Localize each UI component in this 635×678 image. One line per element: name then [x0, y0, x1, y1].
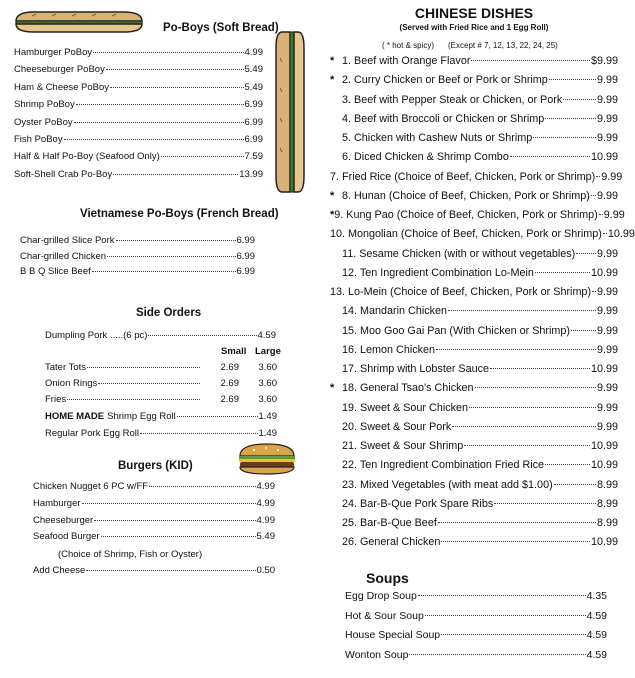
chinese-dish-price: 9.99 — [596, 74, 618, 87]
chinese-dish-row — [330, 151, 618, 170]
poboy-item-price: 5.49 — [244, 64, 263, 76]
chinese-dish-price: 9.99 — [596, 343, 618, 356]
chinese-dish-price: 8.99 — [596, 478, 618, 491]
chinese-dish-name: 10. Mongolian (Choice of Beef, Chicken, Pork or Shrimp) — [330, 228, 602, 241]
vietnamese-item-row — [20, 251, 255, 262]
chinese-dish-price: 10.99 — [590, 459, 618, 472]
poboy-item-price: 6.99 — [244, 99, 263, 111]
chinese-dish-row — [330, 344, 618, 363]
poboy-item-price: 4.99 — [244, 47, 263, 58]
chinese-dish-name: 26. General Chicken — [342, 536, 441, 549]
vietnamese-item-name: B B Q Slice Beef — [20, 266, 91, 277]
chinese-dish-price: 9.99 — [596, 132, 618, 144]
homemade-price: 1.49 — [258, 411, 277, 422]
chinese-subtitle: (Served with Fried Rice and 1 Egg Roll) — [399, 23, 549, 32]
dumpling-price: 4.59 — [257, 330, 276, 341]
poboy-item-name: Cheeseburger PoBoy — [14, 64, 105, 76]
regular-price: 1.49 — [258, 428, 277, 439]
chinese-dish-row — [330, 267, 618, 286]
poboy-item-price: 6.99 — [244, 134, 263, 145]
hot-spicy-marker: * — [330, 55, 335, 67]
poboy-item-row — [14, 151, 263, 162]
chinese-dish-row — [330, 402, 618, 421]
vietnamese-item-name: Char-grilled Slice Pork — [20, 235, 115, 246]
chinese-dish-row — [330, 536, 618, 555]
chinese-dish-name: 12. Ten Ingredient Combination Lo-Mein — [342, 266, 534, 279]
add-cheese-name: Add Cheese — [33, 565, 86, 576]
chinese-dish-row — [330, 228, 635, 247]
burger-item-name: Hamburger — [33, 497, 81, 509]
chinese-dish-row — [330, 305, 618, 324]
burger-image — [236, 442, 298, 476]
chinese-dish-name: 20. Sweet & Sour Pork — [342, 420, 452, 433]
soup-item-name: House Special Soup — [345, 629, 441, 641]
chinese-dish-price: 9.99 — [603, 209, 625, 221]
side-item-large-price: 3.60 — [258, 362, 277, 373]
chinese-dish-price: 9.99 — [596, 382, 618, 395]
chinese-dish-price: 9.99 — [596, 420, 618, 433]
chinese-dish-price: 9.99 — [596, 93, 618, 106]
chinese-dish-price: 9.99 — [596, 305, 618, 318]
soup-item-price: 4.59 — [586, 609, 607, 622]
hot-spicy-marker: * — [330, 189, 335, 202]
large-header: Large — [255, 346, 281, 357]
poboy-item-name: Hamburger PoBoy — [14, 47, 93, 58]
burger-item-row — [33, 481, 275, 492]
chinese-dish-name: 17. Shrimp with Lobster Sauce — [342, 363, 490, 375]
add-cheese-price: 0.50 — [256, 565, 275, 576]
chinese-dish-price: 10.99 — [590, 266, 618, 279]
burger-item-row — [33, 531, 275, 542]
homemade-row — [45, 411, 277, 422]
vietnamese-title: Vietnamese Po-Boys (French Bread) — [80, 208, 279, 220]
side-item-large-price: 3.60 — [258, 378, 277, 389]
chinese-dish-row — [330, 113, 618, 132]
chinese-dish-name: 6. Diced Chicken & Shrimp Combo — [342, 151, 509, 164]
chinese-title: CHINESE DISHES — [414, 5, 534, 21]
soups-title: Soups — [366, 570, 409, 586]
chinese-dish-row — [330, 421, 618, 440]
poboy-item-name: Fish PoBoy — [14, 134, 63, 145]
burger-item-price: 4.99 — [256, 497, 275, 509]
chinese-except-note: (Except # 7, 12, 13, 22, 24, 25) — [448, 41, 558, 50]
chinese-dish-name: 8. Hunan (Choice of Beef, Chicken, Pork or Shrimp) — [342, 189, 590, 202]
vietnamese-item-price: 6.99 — [236, 266, 255, 277]
side-item-small-price: 2.69 — [220, 362, 239, 373]
vietnamese-item-name: Char-grilled Chicken — [20, 250, 107, 262]
chinese-dish-row — [330, 170, 623, 190]
chinese-dish-row — [330, 440, 618, 459]
chinese-hot-note: ( * hot & spicy) — [382, 41, 435, 50]
chinese-dish-price: 10.99 — [590, 440, 618, 452]
vietnamese-item-row — [20, 266, 255, 277]
soup-item-name: Hot & Sour Soup — [345, 609, 424, 622]
chinese-dish-price: 8.99 — [596, 517, 618, 529]
side-item-row — [45, 362, 277, 373]
dumpling-row — [45, 330, 276, 341]
homemade-label: HOME MADE — [45, 411, 105, 422]
burger-item-name: Cheeseburger — [33, 514, 94, 526]
chinese-dish-name: 5. Chicken with Cashew Nuts or Shrimp — [342, 132, 533, 144]
poboys-title: Po-Boys (Soft Bread) — [163, 22, 279, 34]
chinese-dish-row — [330, 132, 618, 151]
side-item-name: Tater Tots — [45, 362, 87, 373]
chinese-dish-row — [330, 459, 618, 478]
chinese-dish-price: 10.99 — [590, 151, 618, 164]
poboy-sandwich-image-vertical — [272, 28, 308, 196]
burger-item-row — [33, 515, 275, 526]
poboy-item-row — [14, 47, 263, 58]
chinese-dish-name: 16. Lemon Chicken — [342, 343, 436, 356]
chinese-dish-price: 9.99 — [601, 170, 623, 183]
vietnamese-item-price: 6.99 — [236, 235, 255, 246]
chinese-dish-name: 14. Mandarin Chicken — [342, 305, 448, 318]
chinese-dish-row — [330, 479, 618, 498]
chinese-dish-price: 9.99 — [596, 189, 618, 202]
sides-title: Side Orders — [136, 307, 202, 319]
chinese-dish-row — [330, 55, 618, 74]
poboy-item-name: Oyster PoBoy — [14, 116, 73, 128]
chinese-dish-name: 23. Mixed Vegetables (with meat add $1.00) — [342, 478, 553, 491]
hot-spicy-marker: * — [330, 382, 335, 395]
side-item-row — [45, 394, 277, 405]
chinese-dish-row — [330, 517, 618, 536]
chinese-dish-name: 21. Sweet & Sour Shrimp — [342, 440, 464, 452]
chinese-dish-price: 10.99 — [590, 536, 618, 549]
poboy-item-row — [14, 82, 263, 93]
regular-name: Regular Pork Egg Roll — [45, 428, 139, 439]
burger-item-row — [33, 498, 275, 509]
poboy-item-price: 13.99 — [239, 168, 263, 180]
soup-item-row — [345, 590, 607, 602]
chinese-dish-name: 1. Beef with Orange Flavor — [342, 55, 471, 67]
chinese-dish-price: 10.99 — [590, 363, 618, 375]
regular-row — [45, 428, 277, 439]
poboy-item-row — [14, 117, 263, 128]
poboy-item-name: Half & Half Po-Boy (Seafood Only) — [14, 151, 160, 163]
chinese-dish-name: 7. Fried Rice (Choice of Beef, Chicken, Pork or Shrimp) — [330, 170, 596, 183]
burger-item-price: 4.99 — [256, 481, 275, 492]
burger-item-price: 4.99 — [256, 514, 275, 526]
chinese-dish-price: $9.99 — [590, 55, 618, 67]
homemade-name: Shrimp Egg Roll — [107, 411, 176, 422]
burger-item-name: Chicken Nugget 6 PC w/FF — [33, 481, 149, 492]
chinese-dish-price: 9.99 — [596, 324, 618, 337]
chinese-dish-row — [330, 498, 618, 517]
burger-item-price: 5.49 — [256, 531, 275, 543]
chinese-dish-price: 8.99 — [596, 497, 618, 510]
chinese-dish-price: 9.99 — [597, 286, 619, 298]
burgers-title: Burgers (KID) — [118, 460, 193, 472]
chinese-dish-price: 9.99 — [596, 401, 618, 414]
soup-item-name: Wonton Soup — [345, 648, 409, 661]
vietnamese-item-price: 6.99 — [236, 250, 255, 262]
chinese-dish-name: 2. Curry Chicken or Beef or Pork or Shrimp — [342, 74, 548, 87]
chinese-dish-price: 9.99 — [596, 247, 618, 260]
side-item-small-price: 2.69 — [220, 378, 239, 389]
dumpling-name: Dumpling Pork .....(6 pc) — [45, 330, 148, 341]
chinese-dish-name: 13. Lo-Mein (Choice of Beef, Chicken, Pork or Shrimp) — [330, 286, 592, 298]
poboy-item-price: 6.99 — [244, 116, 263, 128]
soup-item-price: 4.35 — [586, 590, 607, 602]
poboy-sandwich-image-top — [12, 8, 146, 36]
side-item-name: Onion Rings — [45, 378, 98, 389]
soup-item-price: 4.59 — [586, 629, 607, 641]
soup-item-price: 4.59 — [586, 648, 607, 661]
chinese-dish-price: 9.99 — [596, 112, 618, 125]
chinese-dish-row — [330, 94, 618, 113]
chinese-dish-name: 11. Sesame Chicken (with or without vegetables) — [342, 247, 576, 260]
burger-choice-note: (Choice of Shrimp, Fish or Oyster) — [58, 549, 203, 560]
chinese-dish-name: 19. Sweet & Sour Chicken — [342, 401, 469, 414]
chinese-dish-name: 9. Kung Pao (Choice of Beef, Chicken, Pork or Shrimp) — [334, 209, 598, 221]
poboy-item-row — [14, 99, 263, 110]
chinese-dish-row — [330, 74, 618, 93]
poboy-item-row — [14, 64, 263, 75]
chinese-dish-row — [330, 190, 618, 209]
poboy-item-name: Soft-Shell Crab Po-Boy — [14, 168, 113, 180]
chinese-dish-name: 15. Moo Goo Gai Pan (With Chicken or Shrimp) — [342, 324, 571, 337]
chinese-dish-row — [330, 382, 618, 401]
chinese-dish-row — [330, 209, 625, 228]
side-item-large-price: 3.60 — [258, 394, 277, 405]
chinese-dish-row — [330, 325, 618, 344]
chinese-dish-name: 3. Beef with Pepper Steak or Chicken, or Pork — [342, 93, 563, 106]
poboy-item-price: 7.59 — [244, 151, 263, 163]
side-item-name: Fries — [45, 394, 67, 405]
side-item-small-price: 2.69 — [220, 394, 239, 405]
burger-item-name: Seafood Burger — [33, 531, 100, 543]
soup-item-row — [345, 610, 607, 622]
chinese-dish-name: 18. General Tsao's Chicken — [342, 382, 474, 395]
poboy-item-name: Ham & Cheese PoBoy — [14, 81, 110, 93]
poboy-item-name: Shrimp PoBoy — [14, 99, 75, 111]
chinese-dish-row — [330, 248, 618, 267]
poboy-item-row — [14, 134, 263, 145]
chinese-dish-name: 25. Bar-B-Que Beef — [342, 517, 437, 529]
chinese-dish-price: 10.99 — [607, 228, 635, 241]
chinese-dish-name: 24. Bar-B-Que Pork Spare Ribs — [342, 497, 494, 510]
soup-item-name: Egg Drop Soup — [345, 590, 417, 602]
small-header: Small — [221, 346, 247, 357]
soup-item-row — [345, 629, 607, 641]
hot-spicy-marker: * — [330, 74, 335, 87]
hot-spicy-marker: * — [330, 209, 335, 221]
soup-item-row — [345, 649, 607, 661]
chinese-dish-row — [330, 363, 618, 382]
chinese-dish-row — [330, 286, 618, 305]
vietnamese-item-row — [20, 235, 255, 246]
side-item-row — [45, 378, 277, 389]
chinese-dish-name: 22. Ten Ingredient Combination Fried Rice — [342, 459, 545, 472]
chinese-dish-name: 4. Beef with Broccoli or Chicken or Shrimp — [342, 112, 545, 125]
poboy-item-price: 5.49 — [244, 81, 263, 93]
poboy-item-row — [14, 169, 263, 180]
add-cheese-row — [33, 565, 275, 576]
